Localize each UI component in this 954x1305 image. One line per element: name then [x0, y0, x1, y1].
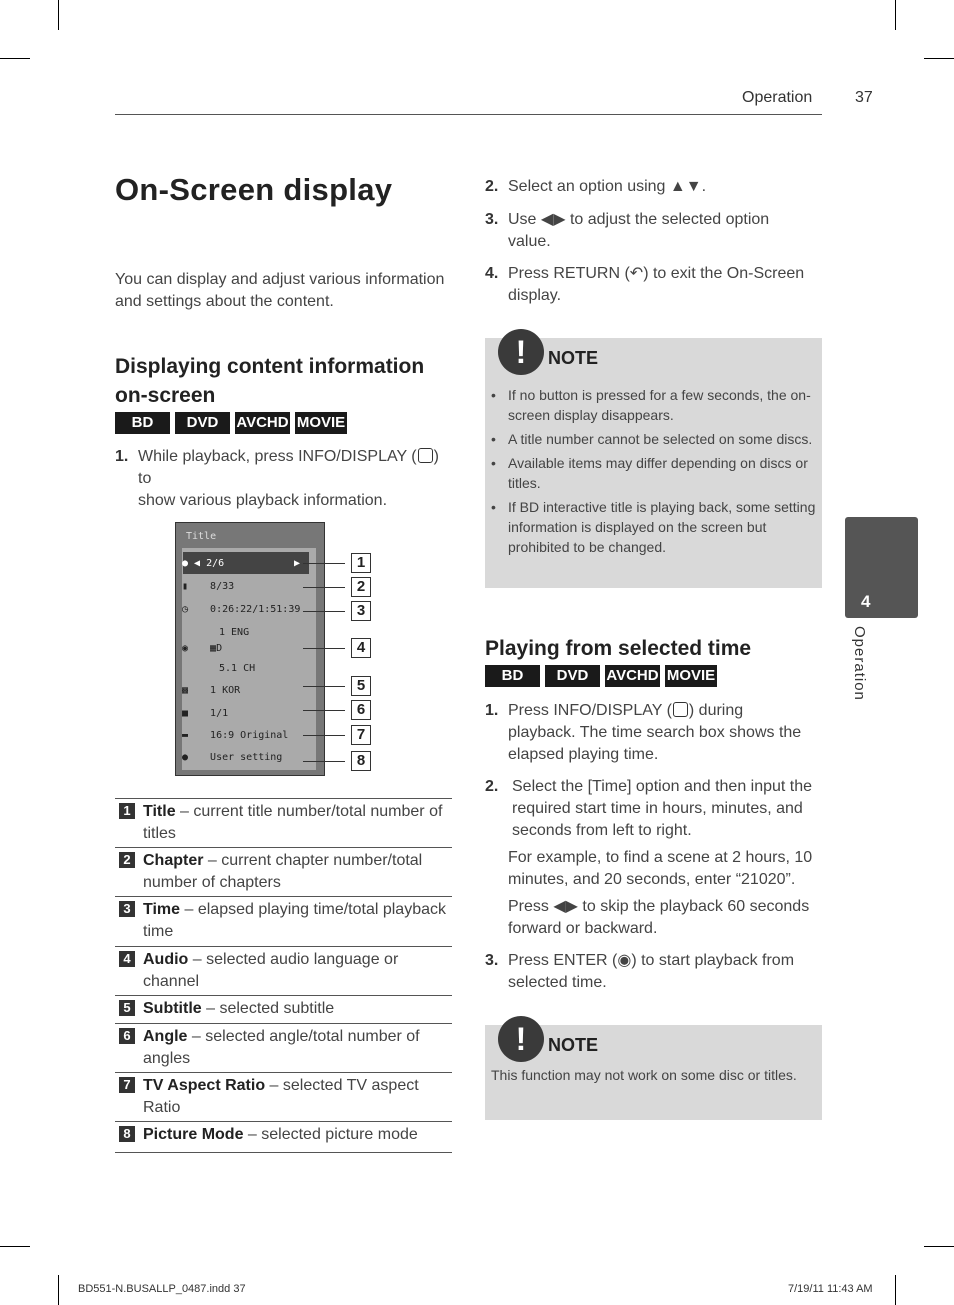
crop-mark	[924, 1246, 954, 1247]
legend-row	[115, 946, 452, 996]
crop-mark	[895, 1275, 896, 1305]
legend-text	[143, 1075, 448, 1119]
badge-movie: MOVIE	[665, 665, 717, 687]
legend-text	[143, 899, 448, 943]
legend-row	[115, 847, 452, 897]
step-number: 2.	[485, 778, 499, 795]
section1-step1	[115, 446, 455, 509]
note-label: NOTE	[548, 348, 599, 368]
badge-bd: BD	[485, 665, 540, 687]
step-text-b: ) to	[138, 448, 439, 487]
crop-mark	[0, 58, 30, 59]
note-list	[485, 385, 820, 561]
leader-line	[303, 710, 345, 711]
section1-badges	[115, 412, 347, 434]
dolby-icon: ▦D	[210, 643, 223, 654]
step-skip: Press ◀▶ to skip the playback 60 seconds forward or backward.	[508, 898, 810, 937]
legend-number: 4	[119, 951, 135, 967]
legend-number: 1	[119, 803, 135, 819]
legend-number: 8	[119, 1126, 135, 1142]
return-icon: ↶	[629, 265, 644, 282]
legend-term: Picture Mode	[143, 1126, 244, 1143]
legend-text	[143, 998, 448, 1020]
legend-text	[143, 850, 448, 894]
legend-term: Audio	[143, 951, 189, 968]
arrow-right-icon: ▶	[294, 558, 301, 569]
osd-row-time: ◷ 0:26:22/1:51:39	[182, 604, 301, 615]
legend-row	[115, 1023, 452, 1073]
legend-desc: – current title number/total number of titles	[143, 803, 443, 842]
note-item: • If BD interactive title is playing back, some setting information is displayed on the screen but prohibited to be changed.	[485, 497, 820, 557]
legend-text	[143, 1124, 448, 1146]
osd-row-subtitle: ▩ 1 KOR	[182, 685, 241, 696]
legend-number: 6	[119, 1028, 135, 1044]
legend-text	[143, 801, 448, 845]
badge-bd: BD	[115, 412, 170, 434]
note-box	[485, 334, 822, 588]
crop-mark	[895, 0, 896, 30]
exclamation-icon: !	[498, 1016, 544, 1062]
legend-number: 3	[119, 901, 135, 917]
osd-row-channel	[182, 663, 312, 674]
section2-step3	[485, 950, 815, 996]
callout-6: 6	[351, 700, 371, 720]
step-number: 2.	[485, 178, 499, 195]
step-text	[508, 776, 813, 940]
step-text-c: show various playback information.	[138, 492, 388, 509]
legend-row	[115, 995, 452, 1024]
osd-value: 8/33	[210, 581, 235, 592]
step-number: 3.	[485, 952, 499, 969]
callout-3: 3	[351, 601, 371, 621]
header-rule	[115, 114, 822, 115]
badge-movie: MOVIE	[295, 412, 347, 434]
step-number: 4.	[485, 265, 499, 282]
note-item: • Available items may differ depending on discs or titles.	[485, 453, 820, 493]
legend-term: Time	[143, 901, 181, 918]
badge-avchd: AVCHD	[235, 412, 290, 434]
badge-avchd: AVCHD	[605, 665, 660, 687]
page-title: On-Screen display	[115, 172, 393, 207]
step-text	[508, 950, 808, 994]
page-number: 37	[855, 89, 873, 106]
section2-step1	[485, 700, 815, 768]
osd-row-picture: ● User setting	[182, 752, 283, 763]
chapter-tab-number: 4	[861, 592, 871, 611]
osd-value: 16:9 Original	[210, 730, 289, 741]
legend-row	[115, 798, 452, 848]
step-text	[138, 446, 455, 512]
callout-7: 7	[351, 725, 371, 745]
osd-row-chapter: ▮ 8/33	[182, 581, 235, 592]
leader-line	[303, 686, 345, 687]
osd-value: 1 KOR	[210, 685, 241, 696]
crop-mark	[58, 0, 59, 30]
legend-term: Angle	[143, 1028, 188, 1045]
step-text-a: Press RETURN (	[508, 265, 630, 282]
osd-value: User setting	[210, 752, 283, 763]
note-box	[485, 1021, 822, 1120]
chapter-tab	[845, 517, 918, 618]
step-text-a: Press INFO/DISPLAY (	[508, 702, 672, 719]
section1-heading-line2: on-screen	[115, 384, 216, 407]
callout-5: 5	[351, 676, 371, 696]
legend-desc: – selected audio language or channel	[143, 951, 399, 990]
legend-number: 7	[119, 1077, 135, 1093]
osd-value: 0:26:22/1:51:39	[210, 604, 301, 615]
header-section: Operation	[742, 89, 813, 106]
step-text-a: Press ENTER (	[508, 952, 618, 969]
enter-icon: ◉	[617, 952, 632, 969]
legend-number: 5	[119, 1000, 135, 1016]
info-display-icon	[673, 702, 688, 717]
right-step2	[485, 176, 815, 200]
legend-term: Title	[143, 803, 176, 820]
step-text	[508, 700, 808, 766]
badge-dvd: DVD	[545, 665, 600, 687]
osd-row-title: ● ◀ 2/6 ▶	[182, 558, 301, 569]
right-step3	[485, 209, 815, 255]
legend-row	[115, 896, 452, 947]
step-number: 1.	[485, 702, 499, 719]
osd-row-audio	[182, 627, 312, 638]
note-item: • If no button is pressed for a few seconds, the on-screen display disappears.	[485, 385, 820, 425]
osd-value: 1 ENG	[219, 627, 250, 638]
osd-value: 5.1 CH	[219, 663, 256, 674]
legend-desc: – selected angle/total number of angles	[143, 1028, 420, 1067]
callout-2: 2	[351, 577, 371, 597]
legend-desc: – selected subtitle	[201, 1000, 335, 1017]
osd-row-audio-icon: ◉ ▦D	[182, 643, 223, 654]
crop-mark	[924, 58, 954, 59]
osd-row-angle: ■ 1/1	[182, 708, 229, 719]
legend-desc: – current chapter number/total number of chapters	[143, 852, 423, 891]
leader-line	[303, 611, 345, 612]
osd-value: 2/6	[206, 558, 225, 569]
crop-mark	[0, 1246, 30, 1247]
osd-screenshot	[175, 522, 325, 776]
legend-desc: – selected TV aspect Ratio	[143, 1077, 419, 1116]
crop-mark	[58, 1275, 59, 1305]
callout-8: 8	[351, 751, 371, 771]
step-text-b: ) during playback. The time search box shows the elapsed playing time.	[508, 702, 802, 763]
legend-term: Subtitle	[143, 1000, 202, 1017]
legend-desc: – selected picture mode	[243, 1126, 418, 1143]
section1-heading-line1: Displaying content information	[115, 355, 425, 378]
legend-term: Chapter	[143, 852, 204, 869]
right-step4	[485, 263, 815, 309]
step-text: Select an option using ▲▼.	[508, 178, 707, 195]
step-text-b: ) to start playback from selected time.	[508, 952, 795, 991]
disc-icon: ●	[182, 558, 189, 569]
legend-row	[115, 1121, 452, 1153]
leader-line	[303, 761, 345, 762]
step-text: Use ◀▶ to adjust the selected option value.	[508, 211, 770, 250]
leader-line	[303, 648, 345, 649]
intro-text: You can display and adjust various information and settings about the content.	[115, 271, 445, 310]
footer-file: BD551-N.BUSALLP_0487.indd 37	[78, 1283, 246, 1295]
section2-heading: Playing from selected time	[485, 637, 752, 660]
leader-line	[303, 735, 345, 736]
note-item: • A title number cannot be selected on some discs.	[485, 429, 820, 449]
legend-term: TV Aspect Ratio	[143, 1077, 266, 1094]
osd-row-aspect: ▬ 16:9 Original	[182, 730, 289, 741]
note-text: This function may not work on some disc or titles.	[491, 1067, 797, 1083]
step-example: For example, to find a scene at 2 hours, 10 minutes, and 20 seconds, enter “21020”.	[508, 849, 813, 888]
exclamation-icon: !	[498, 329, 544, 375]
note-label: NOTE	[548, 1035, 599, 1055]
footer-date: 7/19/11 11:43 AM	[788, 1283, 873, 1295]
legend-desc: – elapsed playing time/total playback time	[143, 901, 446, 940]
step-number: 1.	[115, 448, 129, 465]
badge-dvd: DVD	[175, 412, 230, 434]
chapter-tab-label: Operation	[851, 626, 868, 701]
osd-title: Title	[186, 531, 217, 542]
section2-badges	[485, 665, 717, 687]
osd-value: 1/1	[210, 708, 229, 719]
step-text-a: While playback, press INFO/DISPLAY (	[138, 448, 417, 465]
legend-row	[115, 1072, 452, 1122]
leader-line	[303, 587, 345, 588]
callout-4: 4	[351, 638, 371, 658]
step-text-b: ) to exit the On-Screen display.	[508, 265, 805, 304]
section2-step2	[485, 776, 815, 946]
legend-number: 2	[119, 852, 135, 868]
leader-line	[303, 563, 345, 564]
legend-text	[143, 949, 448, 993]
step-text	[508, 263, 808, 307]
callout-1: 1	[351, 553, 371, 573]
legend-text	[143, 1026, 448, 1070]
step-number: 3.	[485, 211, 499, 228]
info-display-icon	[418, 448, 433, 463]
step-text-a: Select the [Time] option and then input the required start time in hours, minutes, and seconds from left to right.	[512, 778, 813, 839]
